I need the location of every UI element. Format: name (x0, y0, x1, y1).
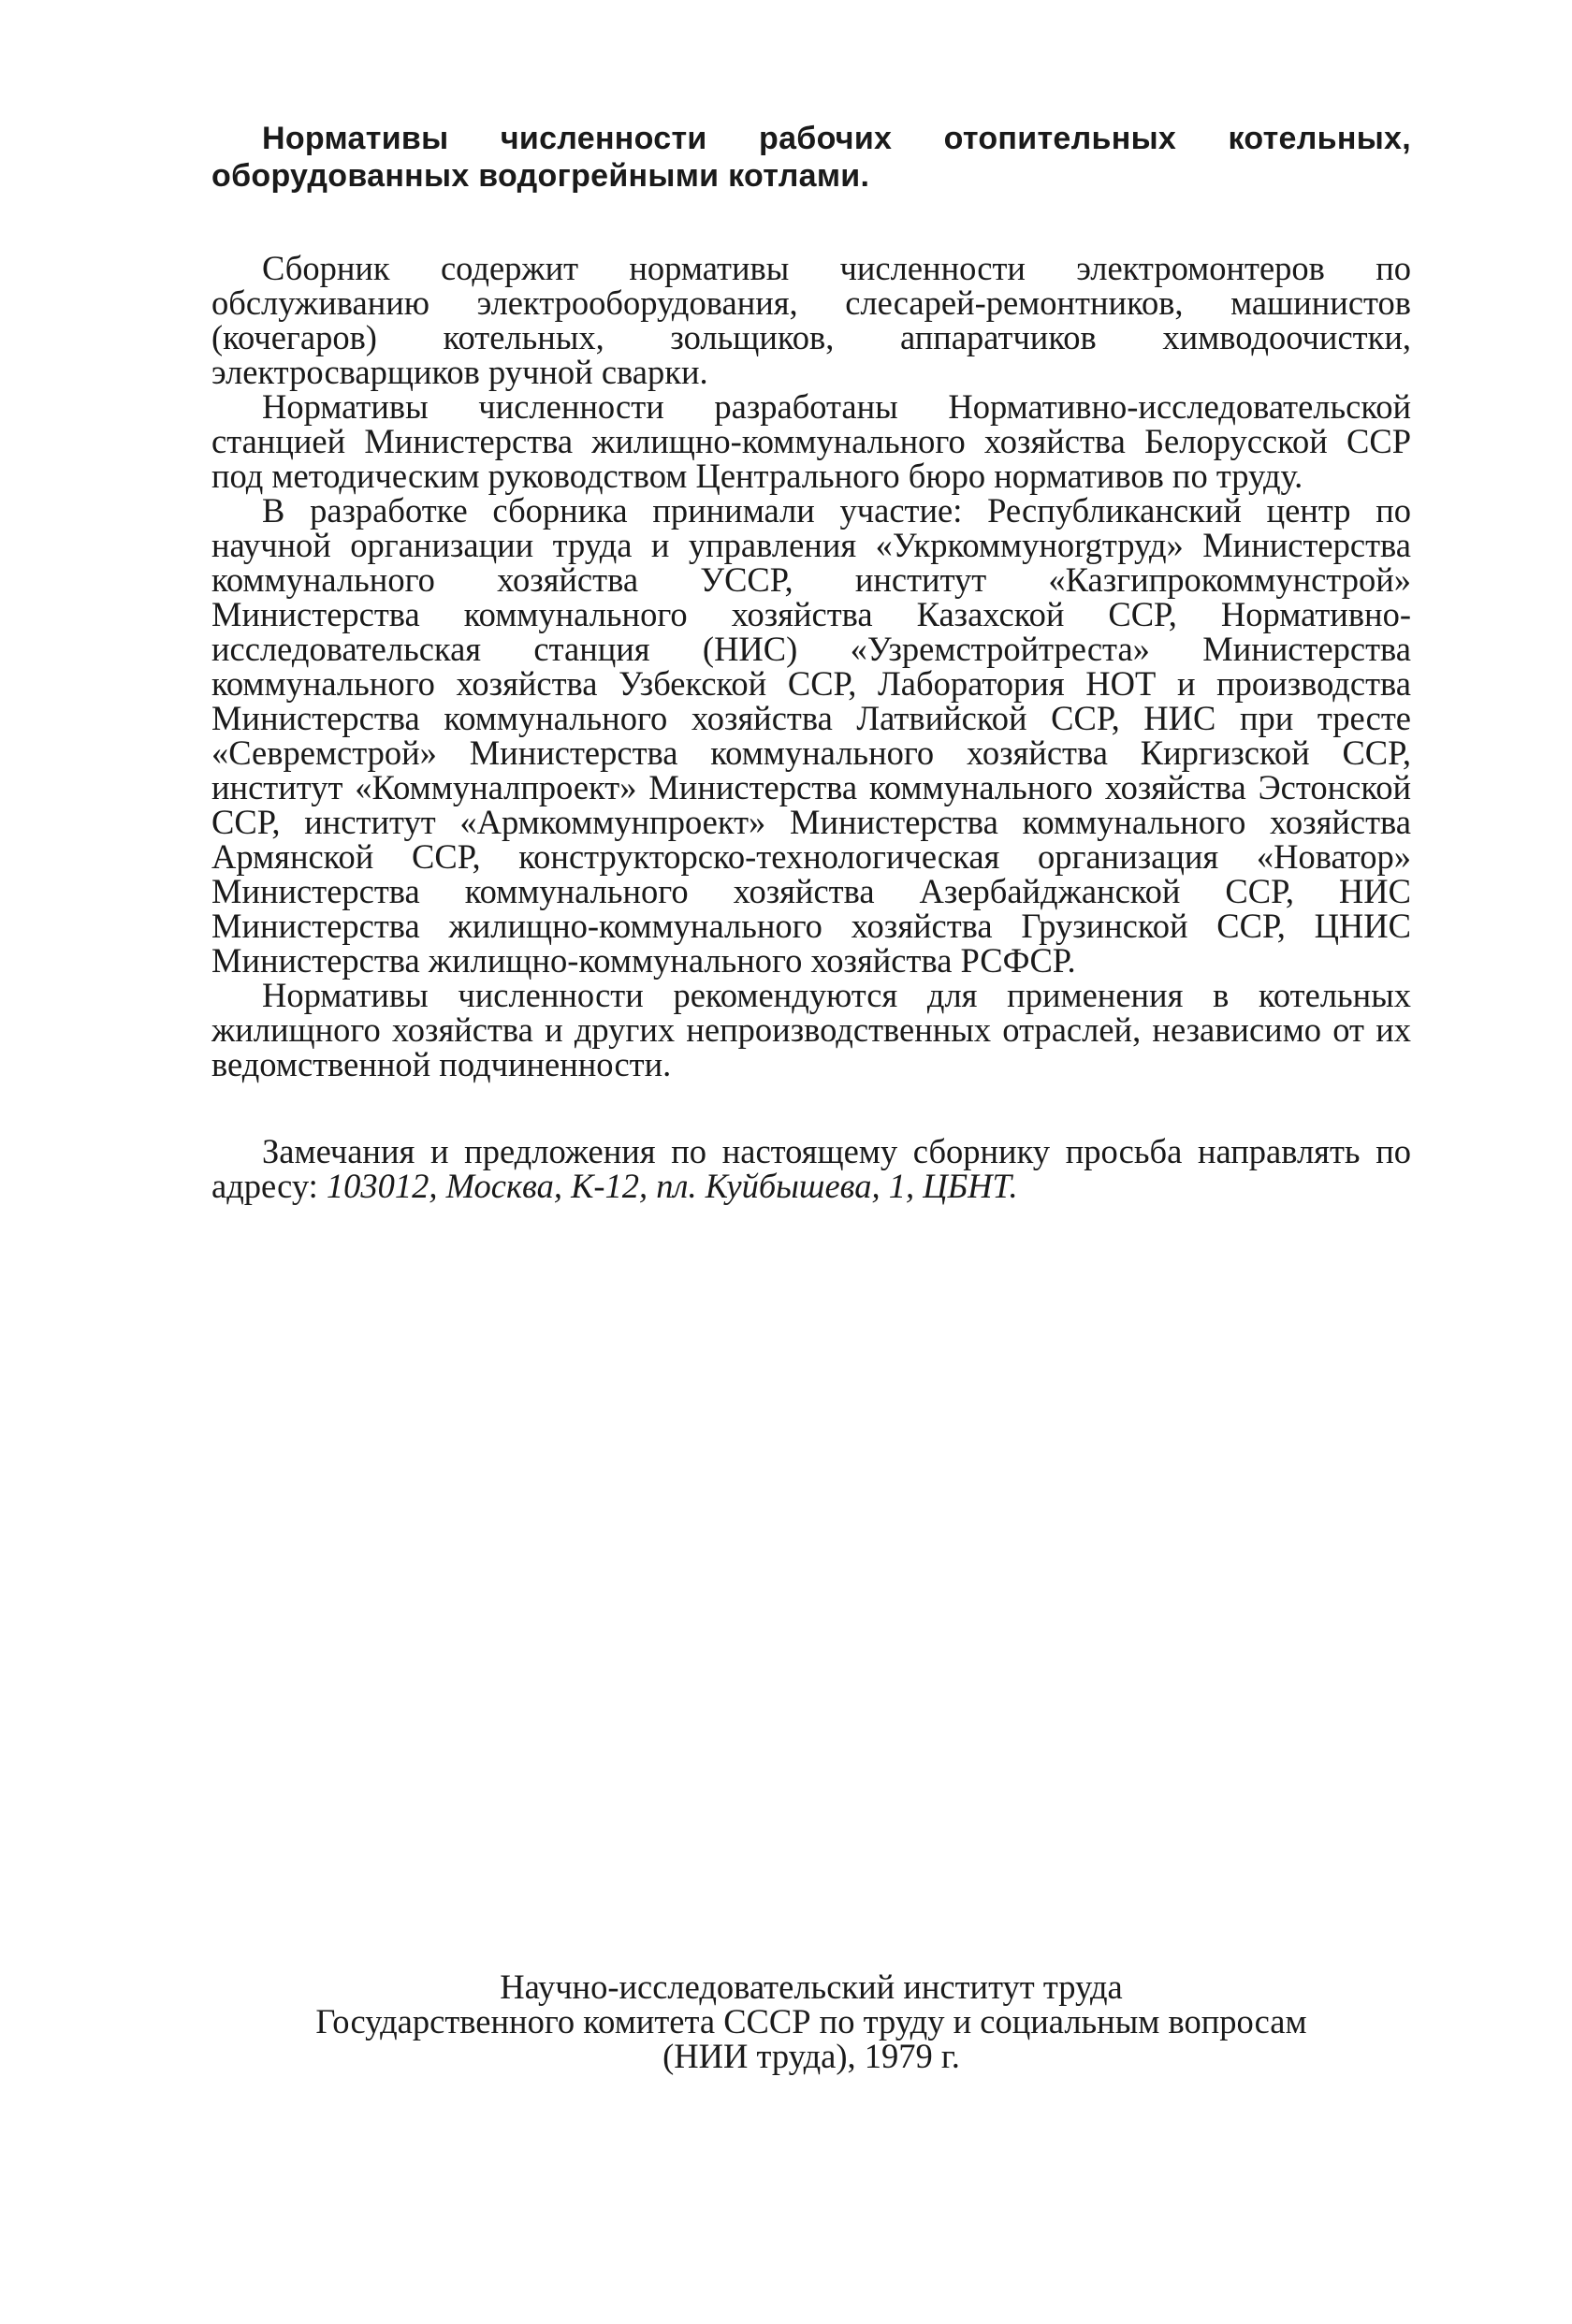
remarks-text: Замечания и предложения по настоящему сборнику просьба направлять по адресу: (211, 1132, 1411, 1205)
imprint-line-3: (НИИ труда), 1979 г. (662, 2037, 960, 2075)
paragraph-participants: В разработке сборника принимали участие: Республиканский центр по научной организации труда и управления «Укркоммунorgтруд» Министерства коммунального хозяйства УССР, институт «Казгипрокоммунстрой» Министерства коммунального хозяйства Казахской ССР, Нормативно-исследовательская станция (НИС) «Узремстройтреста» Министерства коммунального хозяйства Узбекской ССР, Лаборатория НОТ и производства Министерства коммунального хозяйства Латвийской ССР, НИС при тресте «Севремстрой» Министерства коммунального хозяйства Киргизской ССР, институт «Коммуналпроект» Министерства коммунального хозяйства Эстонской ССР, институт «Армкоммунпроект» Министерства коммунального хозяйства Армянской ССР, конструкторско-технологическая организация «Новатор» Министерства коммунального хозяйства Азербайджанской ССР, НИС Министерства жилищно-коммунального хозяйства Грузинской ССР, ЦНИС Министерства жилищно-коммунального хозяйства РСФСР. (211, 491, 1411, 980)
paragraph-application: Нормативы численности рекомендуются для применения в котельных жилищного хозяйства и других непроизводственных отраслей, независимо от их ведомственной подчиненности. (211, 976, 1411, 1083)
document-title: Нормативы численности рабочих отопительных котельных, оборудованных водогрейными котлами. (211, 121, 1411, 194)
remarks-address: 103012, Москва, К-12, пл. Куйбышева, 1, ЦБНТ. (326, 1167, 1018, 1205)
paragraph-contents: Сборник содержит нормативы численности электромонтеров по обслуживанию электрооборудования, слесарей-ремонтников, машинистов (кочегаров) котельных, зольщиков, аппаратчиков химводоочистки, электросварщиков ручной сварки. (211, 249, 1411, 391)
imprint-line-2: Государственного комитета СССР по труду и социальным вопросам (315, 2002, 1307, 2041)
publisher-imprint (211, 1969, 1411, 2073)
remarks-paragraph (211, 1134, 1411, 1203)
document-body (211, 120, 1411, 1203)
paragraph-developers: Нормативы численности разработаны Нормативно-исследовательской станцией Министерства жилищно-коммунального хозяйства Белорусской ССР под методическим руководством Центрального бюро нормативов по труду. (211, 387, 1411, 495)
imprint-line-1: Научно-исследовательский институт труда (500, 1968, 1123, 2006)
